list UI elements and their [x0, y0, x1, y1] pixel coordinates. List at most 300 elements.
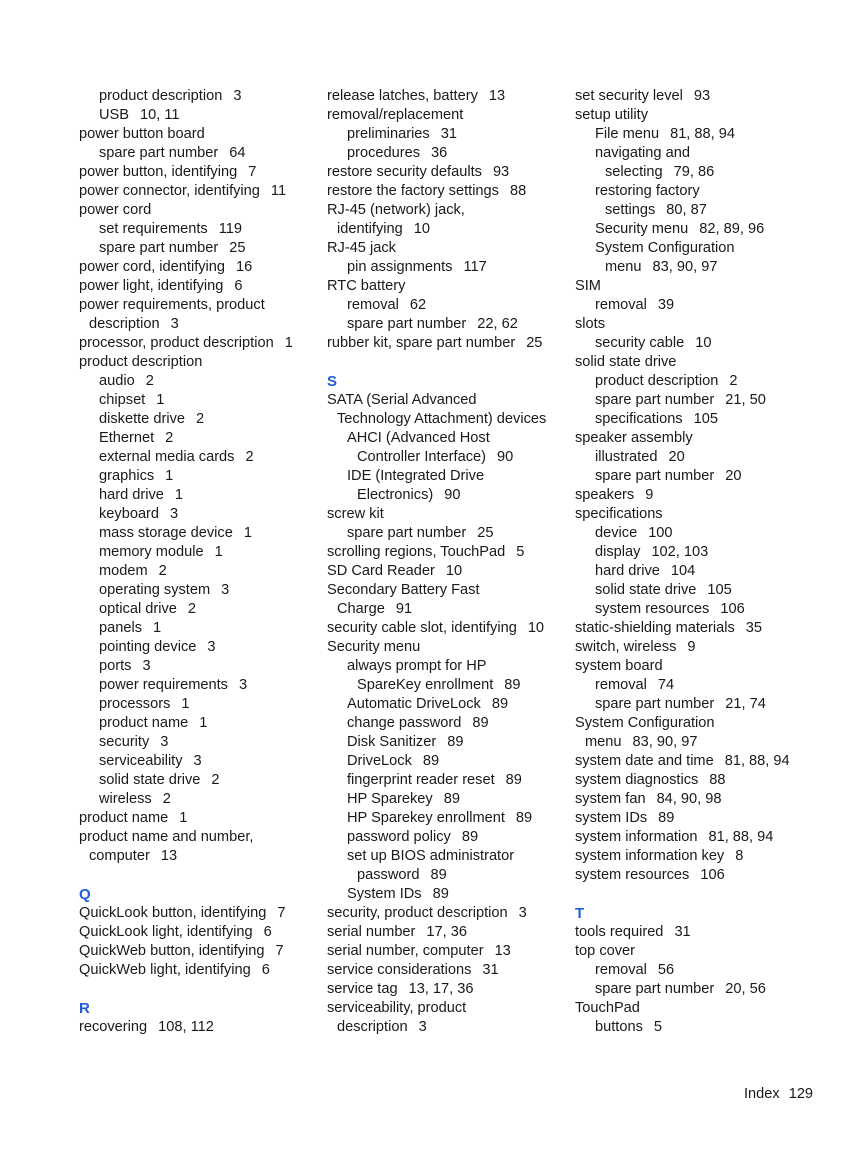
index-page-ref: 93: [492, 164, 510, 180]
index-entry: [79, 296, 314, 315]
index-entry: [327, 562, 567, 581]
index-term: HP Sparekey: [347, 791, 433, 807]
index-entry: [327, 942, 567, 961]
index-entry: [575, 809, 835, 828]
index-term: USB: [99, 107, 130, 123]
index-term: static-shielding materials: [575, 620, 735, 636]
index-entry: [327, 885, 567, 904]
index-page-ref: 81, 88, 94: [670, 126, 735, 142]
index-entry: [575, 144, 835, 163]
index-term: description: [337, 1019, 408, 1035]
index-entry: [575, 429, 835, 448]
index-term: power requirements: [99, 677, 228, 693]
index-entry: [575, 505, 835, 524]
index-entry: [79, 486, 314, 505]
index-entry: [79, 771, 314, 790]
index-term: specifications: [595, 411, 683, 427]
index-term: wireless: [99, 791, 152, 807]
index-entry: [327, 752, 567, 771]
index-term: system board: [575, 658, 663, 674]
index-entry: [575, 315, 835, 334]
index-entry: [79, 144, 314, 163]
index-page-ref: 6: [263, 924, 272, 940]
index-term: restore the factory settings: [327, 183, 499, 199]
index-page-ref: 83, 90, 97: [652, 259, 718, 275]
index-page-ref: 102, 103: [651, 544, 709, 560]
index-term: removal: [347, 297, 399, 313]
index-entry: [79, 942, 314, 961]
index-term: serial number: [327, 924, 416, 940]
index-entry: [575, 676, 835, 695]
index-term: recovering: [79, 1019, 148, 1035]
index-term: password: [357, 867, 420, 883]
index-entry: [79, 239, 314, 258]
index-page-ref: 2: [245, 449, 254, 465]
index-page-ref: 21, 74: [725, 696, 766, 712]
index-entry: [575, 695, 835, 714]
index-page-ref: 2: [211, 772, 220, 788]
index-term: power button board: [79, 126, 205, 142]
index-term: diskette drive: [99, 411, 185, 427]
index-term: set requirements: [99, 221, 208, 237]
index-page-ref: 3: [238, 677, 248, 693]
index-entry: [327, 163, 567, 182]
index-entry: [79, 106, 314, 125]
index-term: power connector, identifying: [79, 183, 260, 199]
index-term: top cover: [575, 943, 636, 959]
index-entry: [79, 429, 314, 448]
index-entry: [575, 771, 835, 790]
index-page-ref: 3: [142, 658, 151, 674]
index-term: Charge: [337, 601, 385, 617]
index-entry: [327, 258, 567, 277]
index-entry: [575, 448, 835, 467]
index-entry: [327, 448, 567, 467]
index-page-ref: 1: [174, 487, 184, 503]
index-entry: [79, 410, 314, 429]
index-entry: [575, 790, 835, 809]
index-page-ref: 3: [518, 905, 527, 921]
index-term: menu: [585, 734, 622, 750]
index-entry: [327, 638, 567, 657]
index-term: buttons: [595, 1019, 643, 1035]
index-term: system information: [575, 829, 698, 845]
index-term: password policy: [347, 829, 451, 845]
index-entry: [327, 1018, 567, 1037]
index-term: Security menu: [327, 639, 421, 655]
index-term: pointing device: [99, 639, 197, 655]
index-page-ref: 89: [447, 734, 464, 750]
index-term: serviceability, product: [327, 1000, 467, 1016]
index-page-ref: 74: [657, 677, 675, 693]
index-term: panels: [99, 620, 143, 636]
index-entry: [575, 467, 835, 486]
index-page-ref: 106: [720, 601, 745, 617]
index-entry: [327, 505, 567, 524]
index-term: keyboard: [99, 506, 160, 522]
index-term: modem: [99, 563, 148, 579]
index-page-ref: 100: [648, 525, 673, 541]
index-page-ref: 16: [236, 259, 253, 275]
index-term: TouchPad: [575, 1000, 640, 1016]
index-page-ref: 79, 86: [673, 164, 715, 180]
index-page-ref: 17, 36: [426, 924, 467, 940]
index-page-ref: 7: [277, 905, 286, 921]
index-entry: [327, 980, 567, 999]
index-term: description: [89, 316, 160, 332]
index-entry: [327, 657, 567, 676]
index-entry: [79, 182, 314, 201]
index-term: SATA (Serial Advanced: [327, 392, 477, 408]
index-page-ref: 25: [477, 525, 494, 541]
index-term: System IDs: [347, 886, 422, 902]
index-term: SIM: [575, 278, 601, 294]
index-term: operating system: [99, 582, 211, 598]
index-term: system diagnostics: [575, 772, 699, 788]
index-page-ref: 119: [218, 221, 242, 237]
index-term: optical drive: [99, 601, 177, 617]
index-entry: [575, 847, 835, 866]
index-term: system date and time: [575, 753, 714, 769]
index-entry: [575, 562, 835, 581]
index-term: security cable: [595, 335, 685, 351]
index-entry: [575, 638, 835, 657]
index-term: scrolling regions, TouchPad: [327, 544, 506, 560]
index-page-ref: 5: [516, 544, 525, 560]
index-entry: [575, 353, 835, 372]
index-entry: [575, 942, 835, 961]
index-term: display: [595, 544, 641, 560]
index-entry: [79, 733, 314, 752]
index-column-2: [327, 87, 567, 1037]
index-term: serial number, computer: [327, 943, 484, 959]
index-term: power cord, identifying: [79, 259, 226, 275]
index-entry: [79, 600, 314, 619]
index-term: DriveLock: [347, 753, 412, 769]
index-page-ref: 2: [162, 791, 171, 807]
index-page-ref: 10: [445, 563, 463, 579]
index-entry: [575, 182, 835, 201]
index-term: audio: [99, 373, 135, 389]
index-entry: [575, 619, 835, 638]
index-page-ref: 82, 89, 96: [699, 221, 765, 237]
index-page-ref: 13, 17, 36: [408, 981, 474, 997]
index-term: Automatic DriveLock: [347, 696, 481, 712]
index-entry: [575, 410, 835, 429]
index-entry: [79, 828, 314, 847]
index-entry: [79, 695, 314, 714]
index-page-ref: 62: [409, 297, 427, 313]
index-term: preliminaries: [347, 126, 430, 142]
index-entry: [575, 961, 835, 980]
index-term: Ethernet: [99, 430, 155, 446]
index-term: graphics: [99, 468, 155, 484]
index-term: specifications: [575, 506, 663, 522]
index-page-ref: 1: [153, 620, 162, 636]
index-entry: [327, 201, 567, 220]
index-term: RTC battery: [327, 278, 406, 294]
index-term: ports: [99, 658, 132, 674]
index-entry: [79, 790, 314, 809]
index-page-ref: 3: [193, 753, 202, 769]
index-entry: [575, 733, 835, 752]
index-term: computer: [89, 848, 150, 864]
index-entry: [575, 657, 835, 676]
index-term: Electronics): [357, 487, 434, 503]
index-entry: [575, 828, 835, 847]
index-entry: [79, 676, 314, 695]
index-entry: [575, 106, 835, 125]
index-term: device: [595, 525, 638, 541]
index-term: illustrated: [595, 449, 658, 465]
index-entry: [79, 524, 314, 543]
page-footer: [744, 1085, 813, 1104]
index-page-ref: 2: [158, 563, 167, 579]
index-entry: [575, 277, 835, 296]
index-term: spare part number: [347, 525, 467, 541]
index-term: spare part number: [595, 392, 715, 408]
index-entry: [79, 505, 314, 524]
index-term: mass storage device: [99, 525, 233, 541]
index-page-ref: 93: [693, 88, 711, 104]
index-page-ref: 89: [504, 677, 521, 693]
index-entry: [327, 486, 567, 505]
index-entry: [327, 733, 567, 752]
index-term: selecting: [605, 164, 663, 180]
index-entry: [79, 163, 314, 182]
index-page-ref: 1: [181, 696, 190, 712]
index-term: solid state drive: [595, 582, 697, 598]
index-entry: [79, 847, 314, 866]
index-entry: [327, 144, 567, 163]
index-page-ref: 13: [160, 848, 178, 864]
index-page-ref: 21, 50: [725, 392, 766, 408]
index-term: product name: [99, 715, 189, 731]
index-term: HP Sparekey enrollment: [347, 810, 505, 826]
index-entry: [575, 201, 835, 220]
index-page-ref: 6: [261, 962, 270, 978]
index-page-ref: 3: [170, 506, 179, 522]
index-term: removal: [595, 677, 647, 693]
index-term: solid state drive: [99, 772, 201, 788]
index-entry: [575, 866, 835, 885]
index-page-ref: 1: [284, 335, 293, 351]
index-page-ref: 1: [199, 715, 208, 731]
index-page-ref: 2: [195, 411, 205, 427]
index-term: set up BIOS administrator: [347, 848, 515, 864]
index-term: external media cards: [99, 449, 235, 465]
index-term: speakers: [575, 487, 635, 503]
index-term: system IDs: [575, 810, 648, 826]
index-page-ref: 9: [687, 639, 696, 655]
index-entry: [79, 315, 314, 334]
index-entry: [327, 866, 567, 885]
index-term: security cable slot, identifying: [327, 620, 517, 636]
index-page-ref: 6: [234, 278, 243, 294]
index-entry: [327, 277, 567, 296]
index-entry: [327, 410, 567, 429]
index-page-ref: 3: [418, 1019, 427, 1035]
index-term: fingerprint reader reset: [347, 772, 495, 788]
index-entry: [79, 372, 314, 391]
index-page-ref: 106: [700, 867, 725, 883]
index-page-ref: 89: [658, 810, 675, 826]
index-entry: [575, 714, 835, 733]
index-entry: [575, 258, 835, 277]
index-entry: [575, 220, 835, 239]
index-entry: [327, 581, 567, 600]
index-entry: [79, 714, 314, 733]
index-page-ref: 35: [745, 620, 763, 636]
index-page-ref: 91: [395, 601, 413, 617]
index-page-ref: 8: [735, 848, 744, 864]
index-page-ref: 108, 112: [158, 1019, 214, 1035]
index-entry: [79, 448, 314, 467]
index-column-1: [79, 87, 314, 1037]
index-term: IDE (Integrated Drive: [347, 468, 485, 484]
index-term: system fan: [575, 791, 646, 807]
index-page-ref: 1: [179, 810, 188, 826]
index-term: SpareKey enrollment: [357, 677, 494, 693]
index-entry: [79, 961, 314, 980]
index-term: product name and number,: [79, 829, 254, 845]
index-entry: [327, 828, 567, 847]
index-term: memory module: [99, 544, 204, 560]
index-entry: [79, 904, 314, 923]
index-term: security, product description: [327, 905, 508, 921]
index-page-ref: 105: [707, 582, 732, 598]
index-entry: [327, 296, 567, 315]
index-entry: [575, 1018, 835, 1037]
index-page-ref: 2: [187, 601, 196, 617]
index-term: security: [99, 734, 150, 750]
index-entry: [575, 163, 835, 182]
index-entry: [575, 239, 835, 258]
index-page-ref: 89: [472, 715, 489, 731]
index-page-ref: 39: [657, 297, 675, 313]
index-page-ref: 25: [526, 335, 543, 351]
index-entry: [327, 467, 567, 486]
index-page-ref: 1: [165, 468, 174, 484]
index-page-ref: 10, 11: [140, 107, 180, 123]
index-term: spare part number: [595, 468, 715, 484]
index-term: Technology Attachment) devices: [337, 411, 547, 427]
index-page-ref: 25: [229, 240, 246, 256]
index-page-ref: 20, 56: [725, 981, 766, 997]
index-entry: [327, 106, 567, 125]
index-term: SD Card Reader: [327, 563, 435, 579]
index-page-ref: 36: [431, 145, 448, 161]
index-page-ref: 10: [413, 221, 430, 237]
index-term: processor, product description: [79, 335, 274, 351]
index-term: set security level: [575, 88, 683, 104]
index-page-ref: 31: [482, 962, 499, 978]
index-page-ref: 81, 88, 94: [708, 829, 774, 845]
index-entry: [327, 790, 567, 809]
index-page-ref: 3: [160, 734, 169, 750]
index-page-ref: 13: [488, 88, 506, 104]
index-page-ref: 80, 87: [666, 202, 707, 218]
index-entry: [327, 334, 567, 353]
index-term: Controller Interface): [357, 449, 486, 465]
index-entry: [327, 619, 567, 638]
index-entry: [79, 752, 314, 771]
index-term: removal: [595, 297, 647, 313]
index-entry: [327, 429, 567, 448]
index-entry: [79, 657, 314, 676]
index-page-ref: 31: [674, 924, 691, 940]
index-term: speaker assembly: [575, 430, 693, 446]
index-term: System Configuration: [595, 240, 735, 256]
index-entry: [327, 771, 567, 790]
index-page-ref: 105: [693, 411, 718, 427]
index-page-ref: 89: [430, 867, 447, 883]
index-term: settings: [605, 202, 656, 218]
index-term: procedures: [347, 145, 421, 161]
index-entry: [79, 638, 314, 657]
index-entry: [327, 182, 567, 201]
index-entry: [575, 125, 835, 144]
index-term: spare part number: [99, 145, 219, 161]
index-page-ref: 89: [515, 810, 533, 826]
index-term: restoring factory: [595, 183, 700, 199]
index-entry: [327, 220, 567, 239]
index-entry: [79, 581, 314, 600]
index-entry: [327, 543, 567, 562]
index-page-ref: 1: [156, 392, 165, 408]
index-page-ref: 56: [657, 962, 675, 978]
index-page-ref: 22, 62: [477, 316, 518, 332]
index-page-ref: 31: [440, 126, 457, 142]
index-entry: [327, 125, 567, 144]
index-term: Security menu: [595, 221, 689, 237]
index-entry: [79, 201, 314, 220]
index-term: product name: [79, 810, 169, 826]
index-entry: [327, 904, 567, 923]
index-page-ref: 1: [214, 544, 223, 560]
index-page-ref: 88: [709, 772, 726, 788]
index-page-ref: 9: [645, 487, 654, 503]
page-number: 129: [788, 1086, 814, 1102]
index-term: release latches, battery: [327, 88, 478, 104]
index-term: spare part number: [347, 316, 467, 332]
index-entry: [575, 999, 835, 1018]
index-entry: [575, 391, 835, 410]
index-page-ref: 89: [432, 886, 449, 902]
index-page-ref: 89: [443, 791, 460, 807]
index-term: pin assignments: [347, 259, 453, 275]
index-term: System Configuration: [575, 715, 715, 731]
index-entry: [327, 714, 567, 733]
index-page-ref: 89: [505, 772, 522, 788]
index-entry: [575, 980, 835, 999]
index-entry: [79, 619, 314, 638]
index-page-ref: 20: [725, 468, 742, 484]
index-entry: [79, 220, 314, 239]
index-page-ref: 117: [463, 259, 487, 275]
index-term: File menu: [595, 126, 660, 142]
index-entry: [327, 999, 567, 1018]
index-term: RJ-45 (network) jack,: [327, 202, 465, 218]
index-page-ref: 3: [221, 582, 230, 598]
index-entry: [79, 809, 314, 828]
index-page-ref: 3: [233, 88, 242, 104]
index-term: QuickLook button, identifying: [79, 905, 267, 921]
index-entry: [575, 524, 835, 543]
index-page-ref: 2: [165, 430, 174, 446]
index-entry: [79, 125, 314, 144]
index-term: service tag: [327, 981, 398, 997]
